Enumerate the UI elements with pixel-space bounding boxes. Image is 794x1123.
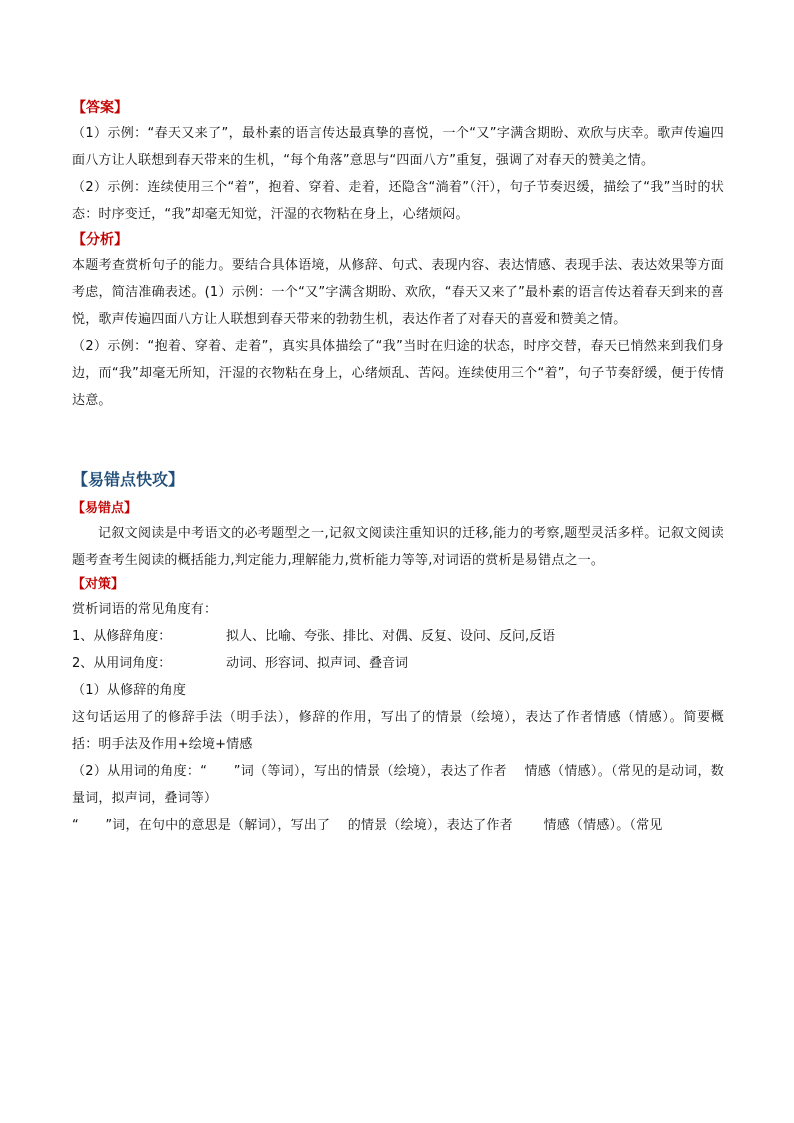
strategy-item-wording — [72, 650, 724, 677]
answer-paragraph-1: （1）示例：“春天又来了”，最朴素的语言传达最真挚的喜悦，一个“又”字满含期盼、欢欣与庆幸。歌声传遍四面八方让人联想到春天带来的生机，“每个角落”意思与“四面八方”重复，强调了对春天的赞美之情。 — [72, 126, 724, 168]
strategy-item-rhetoric-value: 拟人、比喻、夸张、排比、对偶、反复、设问、反问,反语 — [226, 629, 556, 644]
error-point-text: 记叙文阅读是中考语文的必考题型之一,记叙文阅读注重知识的迁移,能力的考察,题型灵活多样。记叙文阅读题考查考生阅读的概括能力,判定能力,理解能力,赏析能力等等,对词语的赏析是易错点之一。 — [72, 526, 724, 568]
word-meaning-template-text: “ ”词，在句中的意思是（解词），写出了 的情景（绘境），表达了作者 情感（情感）。（常见 — [72, 818, 663, 833]
document-page — [72, 96, 724, 839]
answer-label: 【答案】 — [72, 100, 128, 116]
error-point-label: 【易错点】 — [72, 501, 138, 516]
strategy-item-rhetoric — [72, 623, 724, 650]
strategy-intro: 赏析词语的常见角度有： — [72, 602, 218, 617]
sub-heading-rhetoric: （1）从修辞的角度 — [72, 683, 187, 698]
analysis-label: 【分析】 — [72, 232, 128, 248]
strategy-label: 【对策】 — [72, 577, 125, 592]
strategy-item-rhetoric-key: 1、从修辞角度： — [72, 629, 172, 644]
strategy-item-wording-key: 2、从用词角度： — [72, 656, 172, 671]
wording-template-text: （2）从用词的角度：“ ”词（等词），写出的情景（绘境），表达了作者 情感（情感）。（常见的是动词，数量词，拟声词，叠词等） — [72, 764, 724, 806]
answer-paragraph-2: （2）示例：连续使用三个“着”，抱着、穿着、走着，还隐含“淌着”（汗），句子节奏迟缓，描绘了“我”当时的状态：时序变迁，“我”却毫无知觉，汗湿的衣物粘在身上，心绪烦闷。 — [72, 180, 724, 222]
analysis-paragraph-2: （2）示例：“抱着、穿着、走着”，真实具体描绘了“我”当时在归途的状态，时序交替，春天已悄然来到我们身边，而“我”却毫无所知，汗湿的衣物粘在身上，心绪烦乱、苦闷。连续使用三个“着”，句子节奏舒缓，便于传情达意。 — [72, 339, 724, 408]
analysis-paragraph-1: 本题考查赏析句子的能力。要结合具体语境，从修辞、句式、表现内容、表达情感、表现手法、表达效果等方面考虑，简洁准确表述。(1）示例：一个“又”字满含期盼、欢欣，“春天又来了”最朴素的语言传达着春天到来的喜悦，歌声传遍四面八方让人联想到春天带来的勃勃生机，表达作者了对春天的喜爱和赞美之情。 — [72, 258, 724, 327]
strategy-item-wording-value: 动词、形容词、拟声词、叠音词 — [226, 656, 409, 671]
rhetoric-template-text: 这句话运用了的修辞手法（明手法），修辞的作用，写出了的情景（绘境），表达了作者情感（情感）。简要概括：明手法及作用+绘境+情感 — [72, 710, 724, 752]
section-title: 【易错点快攻】 — [72, 470, 185, 489]
